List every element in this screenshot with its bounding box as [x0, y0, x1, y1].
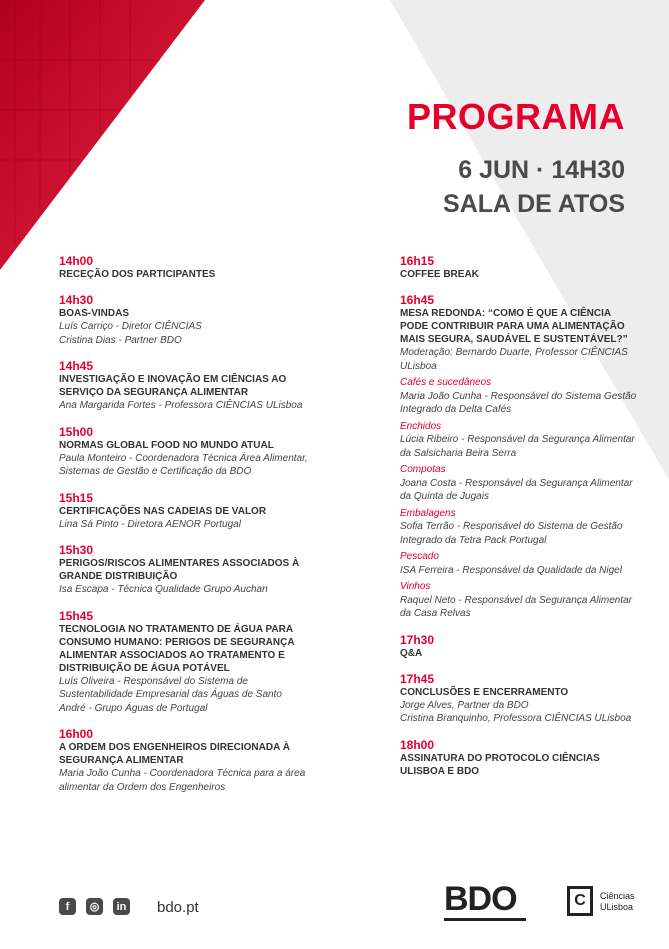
page-title: PROGRAMA [407, 96, 625, 137]
agenda-time: 17h45 [400, 671, 435, 686]
speaker: Luís Oliveira - Responsável do Sistema de Sustentabilidade Empresarial das Águas de Santo André - Grupo Águas de Portugal [59, 675, 282, 714]
panel-category: Compotas [400, 464, 446, 475]
ciencias-line2: ULisboa [600, 902, 634, 912]
speaker: Sofia Terrão - Responsável do Sistema de Gestão Integrado da Tetra Pack Portugal [400, 521, 623, 546]
agenda-time: 15h15 [59, 490, 94, 505]
panel-category: Pescado [400, 551, 439, 562]
speaker: Paula Monteiro - Coordenadora Técnica Área Alimentar, Sistemas de Gestão e Certificação da BDO [59, 452, 308, 477]
agenda-title: TECNOLOGIA NO TRATAMENTO DE ÁGUA PARA CONSUMO HUMANO: PERIGOS DE SEGURANÇA ALIMENTAR ASSOCIADOS AO TRATAMENTO E DISTRIBUIÇÃO DE ÁGUA POTÁVEL [59, 623, 295, 674]
agenda-item [59, 254, 309, 281]
bdo-logo: BDO [444, 880, 517, 918]
speaker: Lúcia Ribeiro - Responsável da Segurança Alimentar da Salsicharia Beira Serra [400, 434, 635, 459]
agenda-time: 15h30 [59, 543, 94, 557]
speaker: ISA Ferreira - Responsável da Qualidade da Nigel [400, 564, 622, 576]
agenda-item-closing [400, 672, 640, 726]
moderator: Moderação: Bernardo Duarte, Professor CIÊNCIAS ULisboa [400, 347, 628, 372]
program-left-column [59, 254, 309, 806]
instagram-icon[interactable]: ◎ [86, 898, 103, 915]
agenda-title: INVESTIGAÇÃO E INOVAÇÃO EM CIÊNCIAS AO SERVIÇO DA SEGURANÇA ALIMENTAR [59, 374, 287, 398]
agenda-item [59, 727, 309, 794]
agenda-item-qa [400, 633, 640, 660]
agenda-time: 15h00 [59, 424, 94, 439]
speaker: Jorge Alves, Partner da BDO [400, 699, 529, 711]
agenda-item [59, 293, 309, 347]
agenda-item [59, 425, 309, 479]
agenda-item-protocol [400, 738, 640, 778]
panel-category: Vinhos [400, 581, 431, 592]
agenda-item-coffee [400, 254, 640, 281]
speaker: Cristina Branquinho, Professora CIÊNCIAS ULisboa [400, 713, 632, 724]
agenda-time: 14h00 [59, 254, 94, 268]
agenda-time: 15h45 [59, 608, 94, 623]
event-venue: SALA DE ATOS [443, 190, 625, 218]
panel-category: Cafés e sucedâneos [400, 377, 492, 388]
agenda-time: 16h45 [400, 293, 435, 307]
panel-category: Embalagens [400, 507, 456, 519]
agenda-title: RECEÇÃO DOS PARTICIPANTES [59, 269, 216, 280]
bdo-logo-underline [444, 918, 526, 921]
ciencias-logo-mark: C [567, 886, 593, 916]
speaker: Maria João Cunha - Responsável do Sistema Gestão Integrado da Delta Cafés [400, 390, 637, 415]
agenda-title: COFFEE BREAK [400, 269, 479, 280]
speaker: Lina Sá Pinto - Diretora AENOR Portugal [59, 518, 241, 530]
agenda-title: MESA REDONDA: “COMO É QUE A CIÊNCIA PODE CONTRIBUIR PARA UMA ALIMENTAÇÃO MAIS SEGURA, SAUDÁVEL E SUSTENTÁVEL?” [400, 308, 628, 345]
agenda-title: NORMAS GLOBAL FOOD NO MUNDO ATUAL [59, 439, 274, 451]
ciencias-line1: Ciências [600, 891, 635, 901]
agenda-time: 16h15 [400, 254, 435, 268]
agenda-item [59, 491, 309, 532]
agenda-time: 14h30 [59, 293, 94, 307]
social-links [59, 898, 130, 915]
agenda-time: 14h45 [59, 359, 94, 373]
speaker: Isa Escapa - Técnica Qualidade Grupo Auchan [59, 584, 268, 595]
facebook-icon[interactable]: f [59, 898, 76, 915]
agenda-title: Q&A [400, 647, 423, 659]
agenda-title: ASSINATURA DO PROTOCOLO CIÊNCIAS ULISBOA E BDO [400, 752, 600, 777]
agenda-time: 18h00 [400, 737, 435, 752]
ciencias-logo-text [600, 891, 635, 913]
linkedin-icon[interactable]: in [113, 898, 130, 915]
agenda-item [59, 543, 309, 597]
agenda-item [59, 609, 309, 716]
panel-category: Enchidos [400, 420, 442, 432]
speaker: Raquel Neto - Responsável da Segurança Alimentar da Casa Relvas [400, 594, 632, 619]
event-date: 6 JUN · 14H30 [458, 156, 625, 184]
agenda-title: CERTIFICAÇÕES NAS CADEIAS DE VALOR [59, 505, 267, 517]
website-link[interactable]: bdo.pt [157, 899, 199, 916]
speaker: Cristina Dias - Partner BDO [59, 334, 182, 346]
panel-categories [400, 376, 640, 621]
agenda-title: A ORDEM DOS ENGENHEIROS DIRECIONADA À SEGURANÇA ALIMENTAR [59, 742, 290, 766]
agenda-time: 17h30 [400, 632, 435, 647]
speaker: Ana Margarida Fortes - Professora CIÊNCIAS ULisboa [59, 400, 303, 411]
speaker: Luís Carriço - Diretor CIÊNCIAS [59, 321, 202, 332]
program-right-column [400, 254, 640, 790]
agenda-time: 16h00 [59, 727, 94, 741]
agenda-title: CONCLUSÕES E ENCERRAMENTO [400, 686, 569, 698]
speaker: Joana Costa - Responsável da Segurança Alimentar da Quinta de Jugais [400, 477, 633, 502]
speaker: Maria João Cunha - Coordenadora Técnica para a área alimentar da Ordem dos Engenheiros [59, 768, 306, 793]
agenda-title: BOAS-VINDAS [59, 308, 130, 319]
agenda-item [59, 359, 309, 413]
agenda-title: PERIGOS/RISCOS ALIMENTARES ASSOCIADOS À GRANDE DISTRIBUIÇÃO [59, 558, 300, 582]
agenda-item-panel [400, 293, 640, 621]
